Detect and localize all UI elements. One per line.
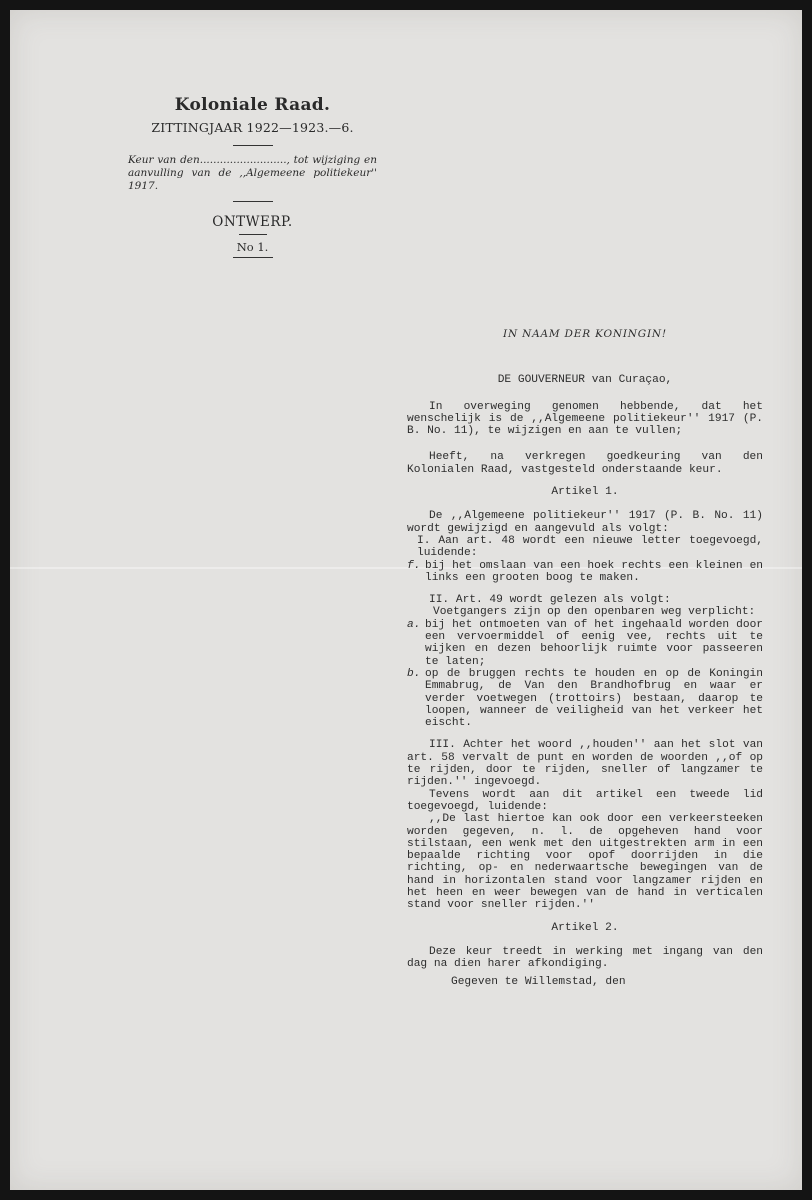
article-2-title: Artikel 2. xyxy=(551,921,619,934)
clause-text: bij het omslaan van een hoek rechts een kleinen en links een grooten boog te maken. xyxy=(425,559,763,584)
divider xyxy=(239,234,267,235)
draft-label: ONTWERP. xyxy=(212,214,293,230)
enactment-clause: Heeft, na verkregen goedkeuring van den Kolonialen Raad, vastgesteld onderstaande keur. xyxy=(407,451,763,476)
section-III-addition: Tevens wordt aan dit artikel een tweede lid toegevoegd, luidende: xyxy=(407,788,763,813)
draft-number: No 1. xyxy=(236,240,269,254)
article-1-section-II: II. Art. 49 wordt gelezen als volgt: xyxy=(429,594,671,607)
clause-marker: a. xyxy=(407,618,421,631)
document-header xyxy=(110,95,395,258)
governor-heading: DE GOUVERNEUR van Curaçao, xyxy=(497,374,673,387)
article-2-text: Deze keur treedt in werking met ingang van den dag na dien harer afkondiging. xyxy=(407,945,763,971)
clause-text: bij het ontmoeten van of het ingehaald worden door een vervoermiddel of eenig vee, rechts uit te wijken en dezen behoorlijk ruimte voor passeeren te laten; xyxy=(425,618,763,668)
preamble: In overweging genomen hebbende, dat het wenschelijk is de ,,Algemeene politiekeur'' 1917 (P. B. No. 11), te wijzigen en aan te vullen; xyxy=(407,400,763,438)
divider xyxy=(233,257,273,258)
organization-title: Koloniale Raad. xyxy=(174,95,331,115)
article-1-intro: De ,,Algemeene politiekeur'' 1917 (P. B. No. 11) wordt gewijzigd en aangevuld als volgt: xyxy=(407,510,763,535)
clause-b xyxy=(407,668,763,729)
clause-f xyxy=(407,560,763,585)
divider xyxy=(233,201,273,202)
session-line: ZITTINGJAAR 1922—1923.—6. xyxy=(151,120,354,135)
document-body xyxy=(407,328,763,989)
section-III-quote: ,,De last hiertoe kan ook door een verkeersteeken worden gegeven, n. l. de opgeheven hand voor stilstaan, een wenk met den uitgestrekten arm in een bepaalde richting voor opof doorrijden in die richting, op- en nederwaartsche bewegingen van de hand in horizontalen stand voor langzamer rijden en het heen en weer bewegen van de hand in verticalen stand voor sneller rijden.'' xyxy=(407,813,763,912)
clause-a xyxy=(407,619,763,668)
article-1-section-I: I. Aan art. 48 wordt een nieuwe letter toegevoegd, luidende: xyxy=(417,534,763,560)
clause-text: op de bruggen rechts te houden en op de Koningin Emmabrug, de Van den Brandhofbrug en waar er verder voetwegen (trottoirs) bestaan, daarop te loopen, wanneer de veiligheid van het verkeer het eischt. xyxy=(425,667,763,730)
clause-marker: b. xyxy=(407,667,421,680)
invocation: IN NAAM DER KONINGIN! xyxy=(503,328,667,340)
divider xyxy=(233,145,273,146)
section-II-intro: Voetgangers zijn op den openbaren weg verplicht: xyxy=(433,606,756,619)
article-1-section-III: III. Achter het woord ,,houden'' aan het slot van art. 58 vervalt de punt en worden de woorden ,,of op te rijden, door te rijden, sneller of langzamer te rijden.'' ingevoegd. xyxy=(407,739,763,789)
signature-place-date: Gegeven te Willemstad, den xyxy=(451,976,626,989)
clause-marker: f. xyxy=(407,559,421,572)
article-1-title: Artikel 1. xyxy=(551,486,619,499)
document-page xyxy=(10,10,802,1190)
keur-description: Keur van den.........................., tot wijziging en aanvulling van de ,,Algemeene politiekeur'' 1917. xyxy=(128,154,377,192)
